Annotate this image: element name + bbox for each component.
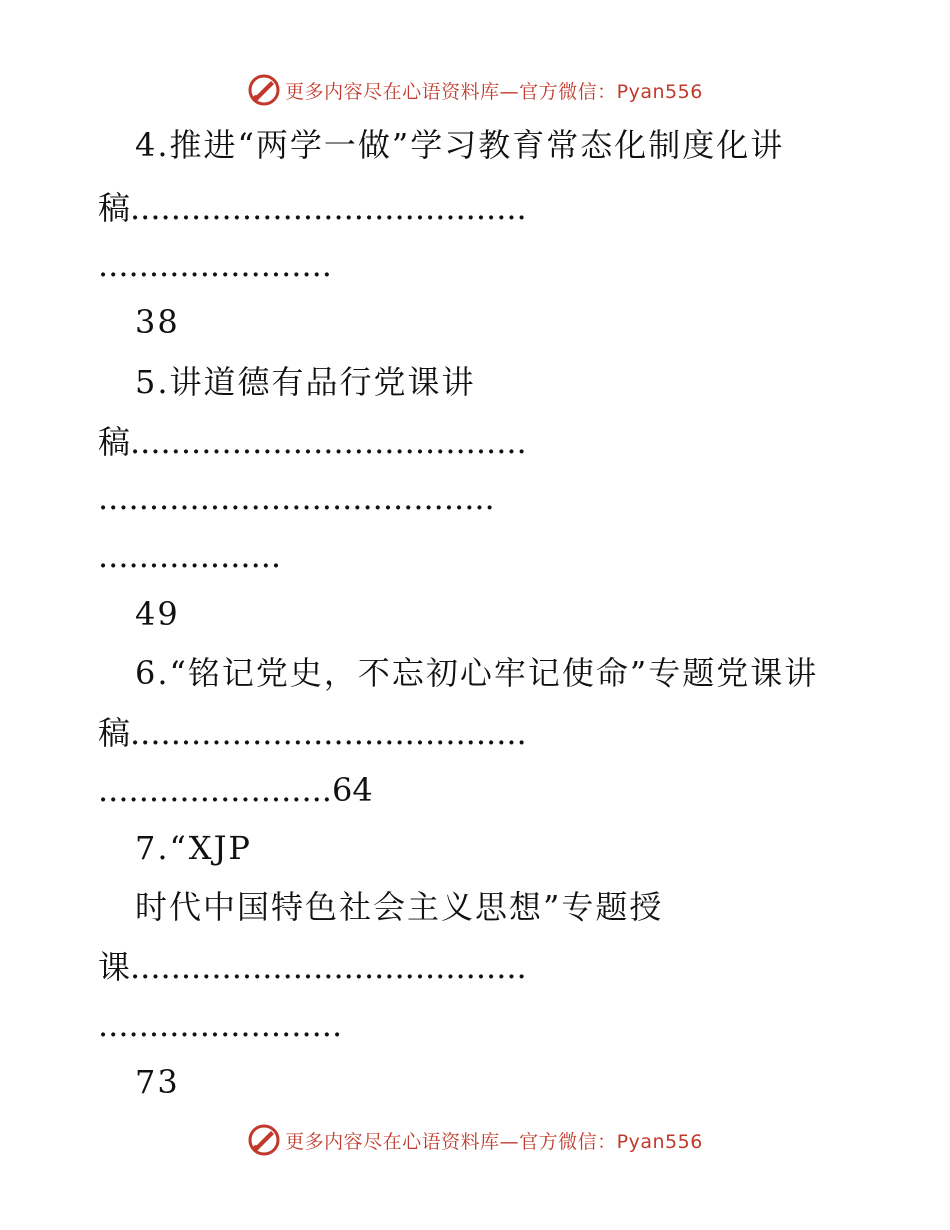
toc-entry-4-leader-2: ....................... [98,246,332,284]
toc-entry-5-leader: 稿....................................... [98,423,527,461]
toc-entry-5-page: 49 [135,595,180,633]
toc-entry-7-leader: 课....................................... [98,948,527,986]
toc-entry-4-leader: 稿....................................... [98,189,527,227]
toc-entry-5-leader-3: .................. [98,537,282,575]
toc-entry-7-title-b: 时代中国特色社会主义思想”专题授 [135,888,664,926]
brand-logo-icon [247,73,281,107]
toc-entry-5-leader-2: ....................................... [98,479,495,517]
toc-entry-6-title: 6.“铭记党史，不忘初心牢记使命”专题党课讲 [135,654,819,692]
footer-banner-text: 更多内容尽在心语资料库—官方微信：Pyan556 [285,1130,703,1153]
toc-entry-4-title: 4.推进“两学一做”学习教育常态化制度化讲 [135,126,785,164]
header-banner-text: 更多内容尽在心语资料库—官方微信：Pyan556 [285,80,703,103]
toc-entry-7-leader-2: ........................ [98,1006,343,1044]
brand-logo-icon [247,1123,281,1157]
toc-entry-7-title-a: 7.“XJP [135,829,252,867]
footer-banner [0,1120,950,1160]
toc-entry-5-title: 5.讲道德有品行党课讲 [135,363,476,401]
toc-entry-7-page: 73 [135,1063,180,1101]
toc-entry-6-leader-page: .......................64 [98,771,373,809]
header-banner [0,70,950,110]
toc-entry-6-leader: 稿....................................... [98,714,527,752]
toc-entry-4-page: 38 [135,303,180,341]
